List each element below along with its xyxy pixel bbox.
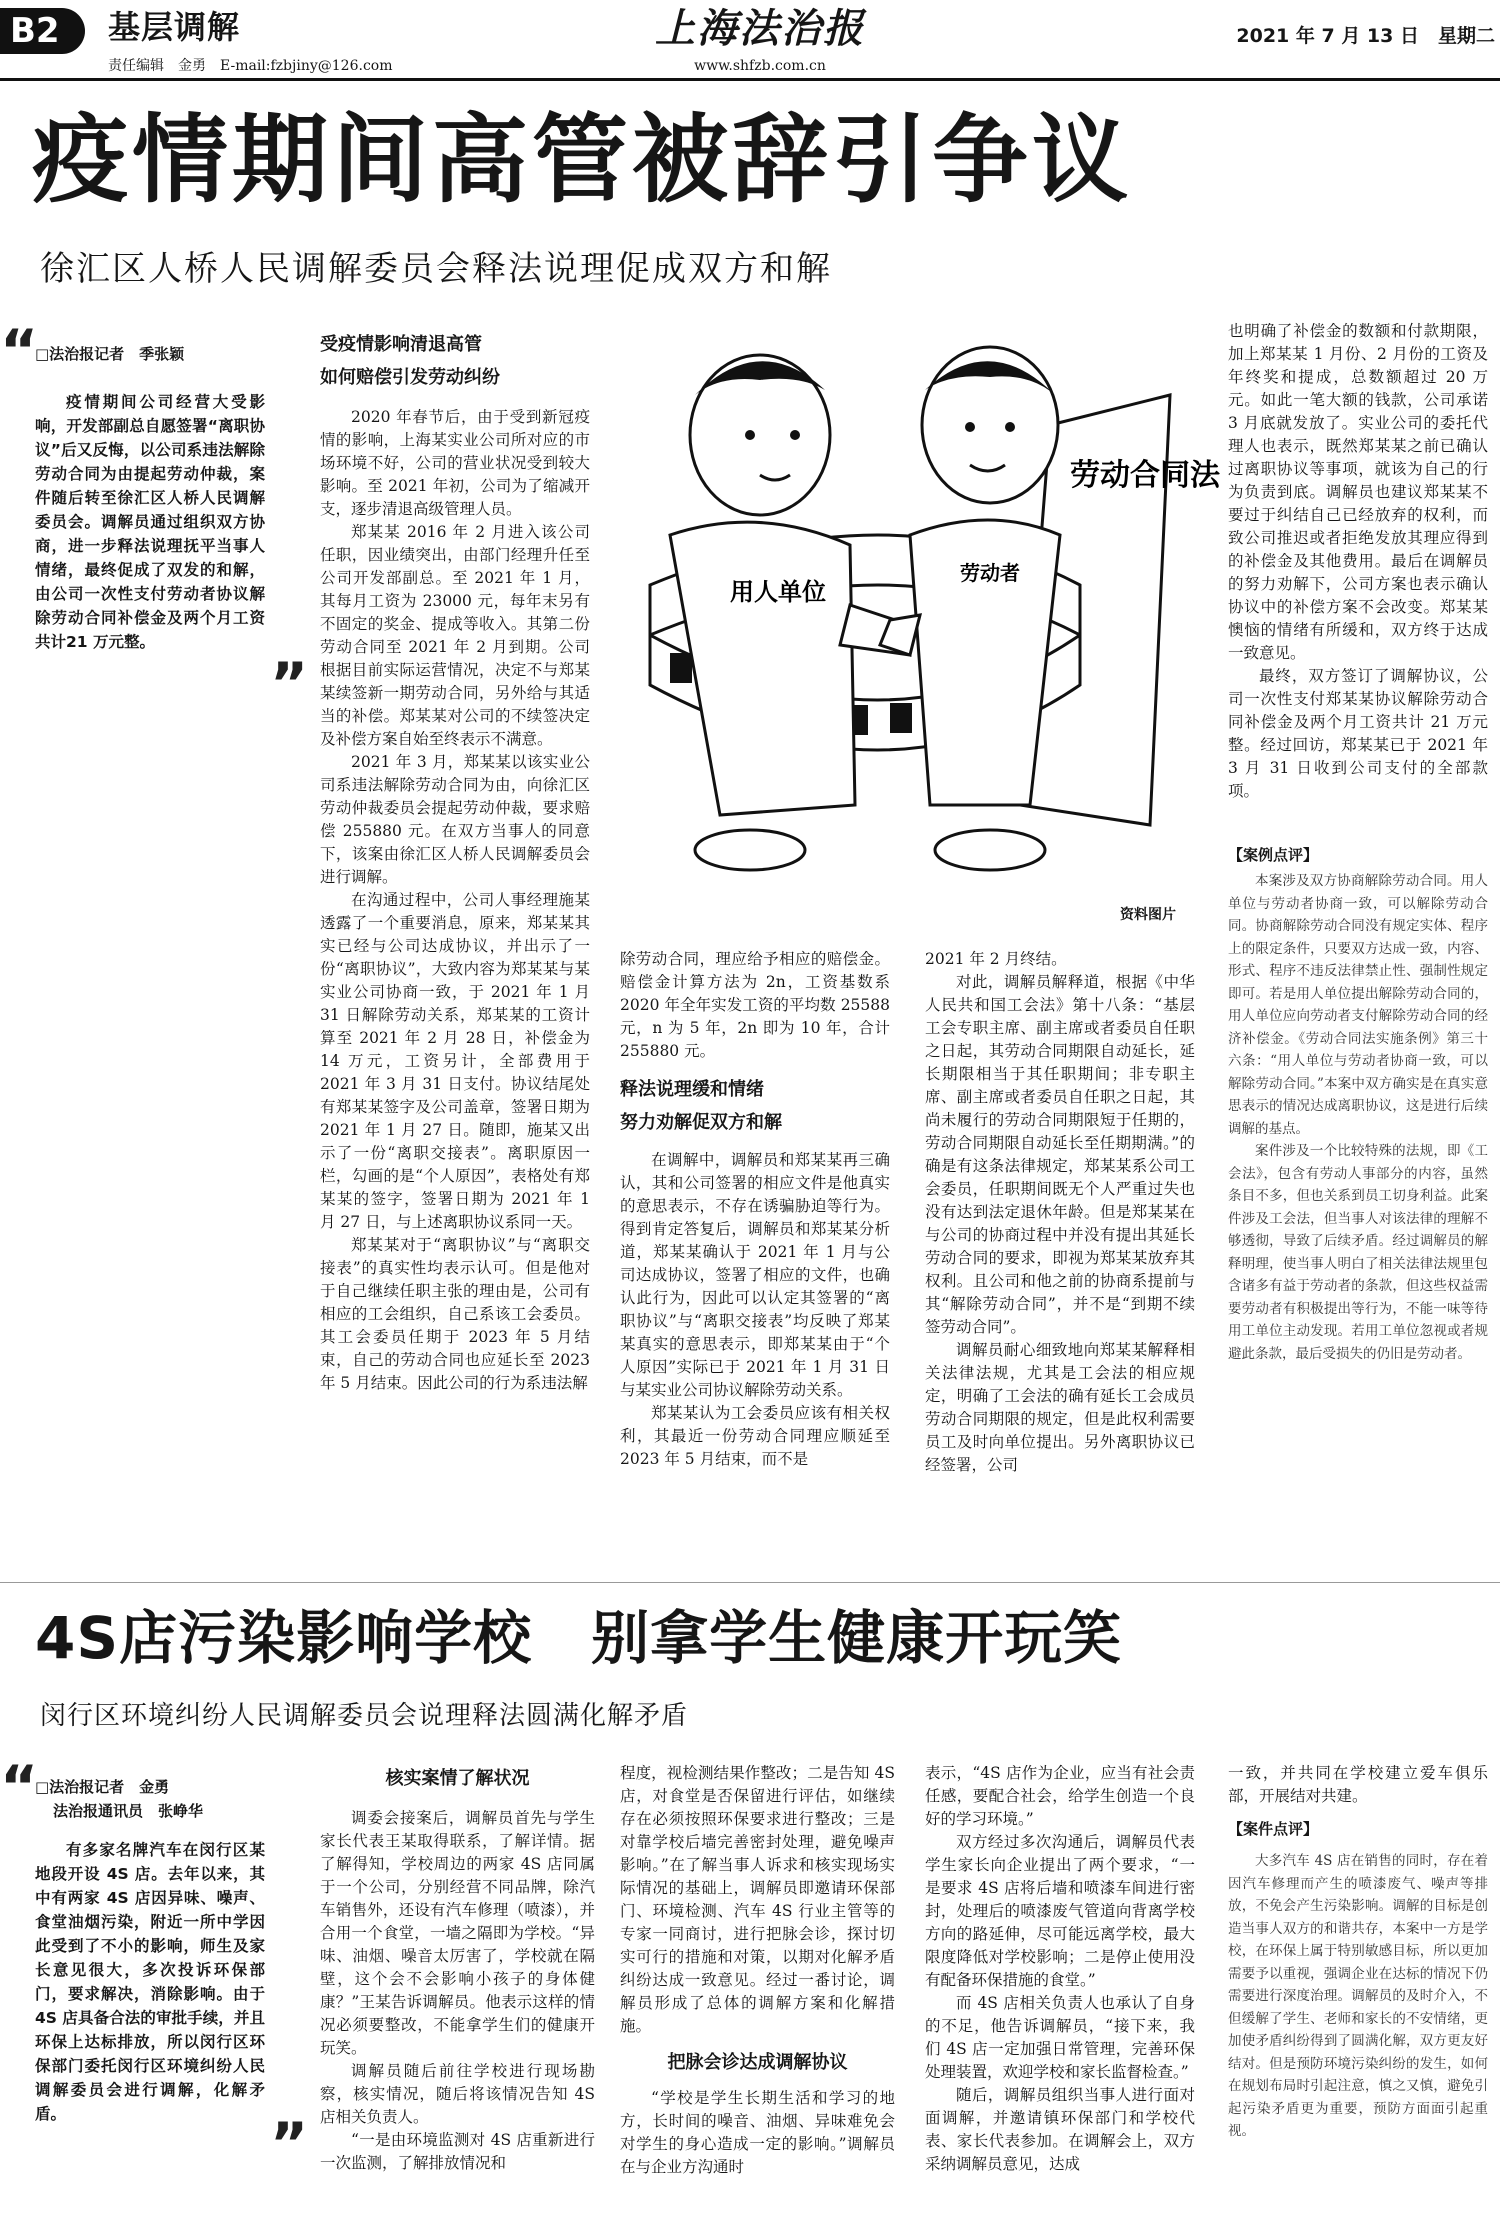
- subheading-2b: 努力劝解促双方和解: [620, 1112, 782, 1133]
- article1-headline: 疫情期间高管被辞引争议: [32, 104, 1132, 216]
- subheading-1a: 受疫情影响清退高管: [320, 334, 482, 355]
- paragraph: 在调解中，调解员和郑某某再三确认，其和公司签署的相应文件是他真实的意思表示，不存在诱骗胁迫等行为。得到肯定答复后，调解员和郑某某分析道，郑某某确认于 2021 年 1 月与公司达成协议，签署了相应的文件，也确认此行为，因此可以认定其签署的“离职协议”与“离职交接表”均反映了郑某某真实的意思表示，即郑某某由于“个人原因”实际已于 2021 年 1 月 31 日与某实业公司协议解除劳动关系。: [620, 1151, 890, 1399]
- paragraph: 一致，并共同在学校建立爱车俱乐部，开展结对共建。: [1228, 1764, 1488, 1805]
- article2-review: [1228, 1850, 1488, 2222]
- article2-column-2: [320, 1762, 595, 2222]
- paragraph: 调委会接案后，调解员首先与学生家长代表王某取得联系，了解详情。据了解得知，学校周边的两家 4S 店同属于一个公司，分别经营不同品牌，除汽车销售外，还设有汽车修理（喷漆），并合用一个食堂，一墙之隔即为学校。“异味、油烟、噪音太厉害了，学校就在隔壁，这个会不会影响小孩子的身体健康？”王某告诉调解员。他表示这样的情况必须要整改，不能拿学生们的健康开玩笑。: [320, 1809, 595, 2057]
- paragraph: 2021 年 3 月，郑某某以该实业公司系违法解除劳动合同为由，向徐汇区劳动仲裁委员会提起劳动仲裁，要求赔偿 255880 元。在双方当事人的同意下，该案由徐汇区人桥人民调解委员会进行调解。: [320, 753, 590, 886]
- article1-byline: □法治报记者 季张颖: [35, 345, 185, 363]
- open-quote-icon: “: [0, 1753, 39, 1821]
- article1-column-4: [925, 948, 1195, 1576]
- article1-column-2: [320, 328, 590, 1576]
- article1-subhead: 徐汇区人桥人民调解委员会释法说理促成双方和解: [40, 249, 832, 289]
- article1-column-5: [1228, 320, 1488, 840]
- label-worker: 劳动者: [960, 561, 1020, 585]
- lead-text: 有多家名牌汽车在闵行区某地段开设 4S 店。去年以来，其中有两家 4S 店因异味、噪声、食堂油烟污染，附近一所中学因此受到了不小的影响，师生及家长意见很大，多次投诉环保部门，要求解决，消除影响。由于 4S 店具备合法的审批手续，并且环保上达标排放，所以闵行区环保部门委托闵行区环境纠纷人民调解委员会进行调解，化解矛盾。: [35, 1841, 265, 2123]
- review-title: 【案例点评】: [1228, 846, 1319, 864]
- subheading: 把脉会诊达成调解协议: [667, 2052, 848, 2073]
- article1-lead: [35, 390, 265, 678]
- article1-column-3: [620, 948, 890, 1576]
- paragraph: 也明确了补偿金的数额和付款期限，加上郑某某 1 月份、2 月份的工资及年终奖和提成，总数额超过 20 万元。如此一笔大额的钱款，公司承诺 3 月底就发放了。实业公司的委托代理人也表示，既然郑某某之前已确认过离职协议等事项，就该为自己的行为负责到底。调解员也建议郑某某不要过于纠结自己已经放弃的权利，而致公司推迟或者拒绝发放其理应得到的补偿金及其他费用。最后在调解员的努力劝解下，公司方案也表示确认协议中的补偿方案不会改变。郑某某懊恼的情绪有所缓和，双方终于达成一致意见。: [1228, 322, 1488, 662]
- paragraph: 程度，视检测结果作整改；二是告知 4S 店，对食堂是否保留进行评估，如继续存在必须按照环保要求进行整改；三是对靠学校后墙完善密封处理，避免噪声影响。”在了解当事人诉求和核实现场实际情况的基础上，调解员即邀请环保部门、环境检测、汽车 4S 行业主管等的专家一同商讨，进行把脉会诊，探讨切实可行的措施和对策，以期对化解矛盾纠纷达成一致意见。经过一番讨论，调解员形成了总体的调解方案和化解措施。: [620, 1764, 895, 2035]
- handshake-cartoon-icon: [610, 335, 1220, 905]
- article2-subhead: 闵行区环境纠纷人民调解委员会说理释法圆满化解矛盾: [40, 1701, 689, 1731]
- review-paragraph: 案件涉及一个比较特殊的法规，即《工会法》，包含有劳动人事部分的内容，虽然条目不多，但也关系到员工切身利益。此案件涉及工会法，但当事人对该法律的理解不够透彻，导致了后续矛盾。经过调解员的解释明理，使当事人明白了相关法律法规里包含诸多有益于劳动者的条款，但这些权益需要劳动者有积极提出等行为，不能一味等待用工单位主动发现。若用工单位忽视或者规避此条款，最后受损失的仍旧是劳动者。: [1228, 1143, 1488, 1362]
- review-paragraph: 本案涉及双方协商解除劳动合同。用人单位与劳动者协商一致，可以解除劳动合同。协商解除劳动合同没有规定实体、程序上的限定条件，只要双方达成一致，内容、形式、程序不违反法律禁止性、强制性规定即可。若是用人单位提出解除劳动合同的，用人单位应向劳动者支付解除劳动合同的经济补偿金。《劳动合同法实施条例》第三十六条：“用人单位与劳动者协商一致，可以解除劳动合同。”本案中双方确实是在真实意思表示的情况达成离职协议，这是进行后续调解的基点。: [1228, 873, 1488, 1137]
- review-paragraph: 大多汽车 4S 店在销售的同时，存在着因汽车修理而产生的喷漆废气、噪声等排放，不免会产生污染影响。调解的目标是创造当事人双方的和谐共存，本案中一方是学校，在环保上属于特别敏感目标，所以更加需要予以重视，强调企业在达标的情况下仍需要进行深度治理。调解员的及时介入，不但缓解了学生、老师和家长的不安情绪，更加使矛盾纠纷得到了圆满化解，双方更友好结对。但是预防环境污染纠纷的发生，如何在规划布局时引起注意，慎之又慎，避免引起污染矛盾更为重要，预防方面面引起重视。: [1228, 1853, 1488, 2139]
- masthead: 上海法治报: [655, 5, 865, 52]
- header-rule: [0, 78, 1500, 81]
- paragraph: 郑某某认为工会委员应该有相关权利，其最近一份劳动合同理应顺延至 2023 年 5 月结束，而不是: [620, 1404, 890, 1468]
- article1-review: [1228, 870, 1488, 1576]
- paragraph: 表示，“4S 店作为企业，应当有社会责任感，要配合社会，给学生创造一个良好的学习环境。”: [925, 1764, 1195, 1828]
- paragraph: 郑某某对于“离职协议”与“离职交接表”的真实性均表示认可。但是他对于自己继续任职主张的理由是，公司有相应的工会组织，自己系该工会委员。其工会委员任期于 2023 年 5 月结束，自己的劳动合同也应延长至 2023 年 5 月结束。因此公司的行为系违法解: [320, 1236, 590, 1392]
- article2-column-4: [925, 1762, 1195, 2222]
- article-divider: [0, 1582, 1500, 1583]
- paragraph: “一是由环境监测对 4S 店重新进行一次监测，了解排放情况和: [320, 2131, 595, 2172]
- page-header: [0, 0, 1500, 80]
- article2-headline: 4S店污染影响学校 别拿学生健康开玩笑: [35, 1604, 1123, 1672]
- editor-line: 责任编辑 金勇 E-mail:fzbjiny@126.com: [108, 58, 393, 74]
- paragraph: 而 4S 店相关负责人也承认了自身的不足，他告诉调解员，“接下来，我们 4S 店一定加强日常管理，完善环保处理装置，欢迎学校和家长监督检查。”: [925, 1994, 1195, 2081]
- subheading: 核实案情了解状况: [385, 1768, 530, 1789]
- page-number-badge: [0, 8, 85, 54]
- paragraph: “学校是学生长期生活和学习的地方，长时间的噪音、油烟、异味难免会对学生的身心造成一定的影响。”调解员在与企业方沟通时: [620, 2089, 895, 2176]
- close-quote-icon: ”: [270, 650, 309, 718]
- label-law: 劳动合同法: [1070, 458, 1220, 493]
- open-quote-icon: “: [0, 317, 39, 385]
- paragraph: 调解员耐心细致地向郑某某解释相关法律法规，尤其是工会法的相应规定，明确了工会法的确有延长工会成员劳动合同期限的规定，但是此权利需要员工及时向单位提出。另外离职协议已经签署，公司: [925, 1341, 1195, 1474]
- paragraph: 调解员随后前往学校进行现场勘察，核实情况，随后将该情况告知 4S 店相关负责人。: [320, 2062, 595, 2126]
- issue-date: 2021 年 7 月 13 日 星期二: [1236, 25, 1495, 47]
- paragraph: 最终，双方签订了调解协议，公司一次性支付郑某某协议解除劳动合同补偿金及两个月工资共计 21 万元整。经过回访，郑某某已于 2021 年 3 月 31 日收到公司支付的全部款项。: [1228, 667, 1488, 800]
- paragraph: 郑某某 2016 年 2 月进入该公司任职，因业绩突出，由部门经理升任至公司开发部副总。至 2021 年 1 月，其每月工资为 23000 元，每年末另有不固定的奖金、提成等收入。其第二份劳动合同至 2021 年 2 月到期。公司根据目前实际运营情况，决定不与郑某某续签新一期劳动合同，另外给与其适当的补偿。郑某某对公司的不续签决定及补偿方案自始至终表示不满意。: [320, 523, 590, 748]
- lead-text: 疫情期间公司经营大受影响，开发部副总自愿签署“离职协议”后又反悔，以公司系违法解除劳动合同为由提起劳动仲裁，案件随后转至徐汇区人桥人民调解委员会。调解员通过组织双方协商，进一步释法说理抚平当事人情绪，最终促成了双发的和解，由公司一次性支付劳动者协议解除劳动合同补偿金及两个月工资共计21 万元整。: [35, 393, 265, 651]
- article2-byline-1: □法治报记者 金勇: [35, 1778, 170, 1796]
- label-employer: 用人单位: [730, 578, 826, 606]
- image-caption: 资料图片: [1120, 907, 1176, 923]
- paragraph: 在沟通过程中，公司人事经理施某透露了一个重要消息，原来，郑某某其实已经与公司达成协议，并出示了一份“离职协议”，大致内容为郑某某与某实业公司协商一致，于 2021 年 1 月 31 日解除劳动关系，郑某某的工资计算至 2021 年 2 月 28 日，补偿金为 14 万元，工资另计，全部费用于 2021 年 3 月 31 日支付。协议结尾处有郑某某签字及公司盖章，签署日期为 2021 年 1 月 27 日。随即，施某又出示了一份“离职交接表”。离职原因一栏，勾画的是“个人原因”，表格处有郑某某的签字，签署日期为 2021 年 1 月 27 日，与上述离职协议系同一天。: [320, 891, 590, 1231]
- subheading-2a: 释法说理缓和情绪: [620, 1079, 764, 1100]
- close-quote-icon: ”: [270, 2110, 309, 2178]
- paragraph: 随后，调解员组织当事人进行面对面调解，并邀请镇环保部门和学校代表、家长代表参加。在调解会上，双方采纳调解员意见，达成: [925, 2086, 1195, 2173]
- page-number: B2: [10, 11, 60, 51]
- article2-column-5: [1228, 1762, 1488, 1812]
- article2-column-3: [620, 1762, 895, 2222]
- paragraph: 除劳动合同，理应给予相应的赔偿金。赔偿金计算方法为 2n，工资基数系 2020 年全年实发工资的平均数 25588 元，n 为 5 年，2n 即为 10 年，合计 255880 元。: [620, 950, 890, 1060]
- subheading-1b: 如何赔偿引发劳动纠纷: [320, 367, 500, 388]
- paragraph: 2021 年 2 月终结。: [925, 950, 1067, 968]
- article2-lead: [35, 1838, 265, 2123]
- paragraph: 双方经过多次沟通后，调解员代表学生家长向企业提出了两个要求，“一是要求 4S 店将后墙和喷漆车间进行密封，处理后的喷漆废气管道向背离学校方向的路延伸，尽可能远离学校，最大限度降低对学校影响；二是停止使用没有配备环保措施的食堂。”: [925, 1833, 1195, 1989]
- review-title: 【案件点评】: [1228, 1820, 1319, 1838]
- paragraph: 对此，调解员解释道，根据《中华人民共和国工会法》第十八条：“基层工会专职主席、副主席或者委员自任职之日起，其劳动合同期限自动延长，延长期限相当于其任职期间；非专职主席、副主席或者委员自任职之日起，其尚未履行的劳动合同期限短于任期的，劳动合同期限自动延长至任期期满。”的确是有这条法律规定，郑某某系公司工会委员，任职期间既无个人严重过失也没有达到法定退休年龄。但是郑某某在与公司的协商过程中并没有提出其延长劳动合同的要求，即视为郑某某放弃其权利。且公司和他之前的协商系提前与其“解除劳动合同”，并不是“到期不续签劳动合同”。: [925, 973, 1195, 1336]
- article2-byline-2: 法治报通讯员 张峥华: [53, 1802, 204, 1820]
- website: www.shfzb.com.cn: [694, 58, 826, 74]
- section-title: 基层调解: [108, 8, 241, 46]
- paragraph: 2020 年春节后，由于受到新冠疫情的影响，上海某实业公司所对应的市场环境不好，公司的营业状况受到较大影响。至 2021 年初，公司为了缩减开支，逐步清退高级管理人员。: [320, 408, 590, 518]
- cartoon-illustration: [610, 335, 1220, 905]
